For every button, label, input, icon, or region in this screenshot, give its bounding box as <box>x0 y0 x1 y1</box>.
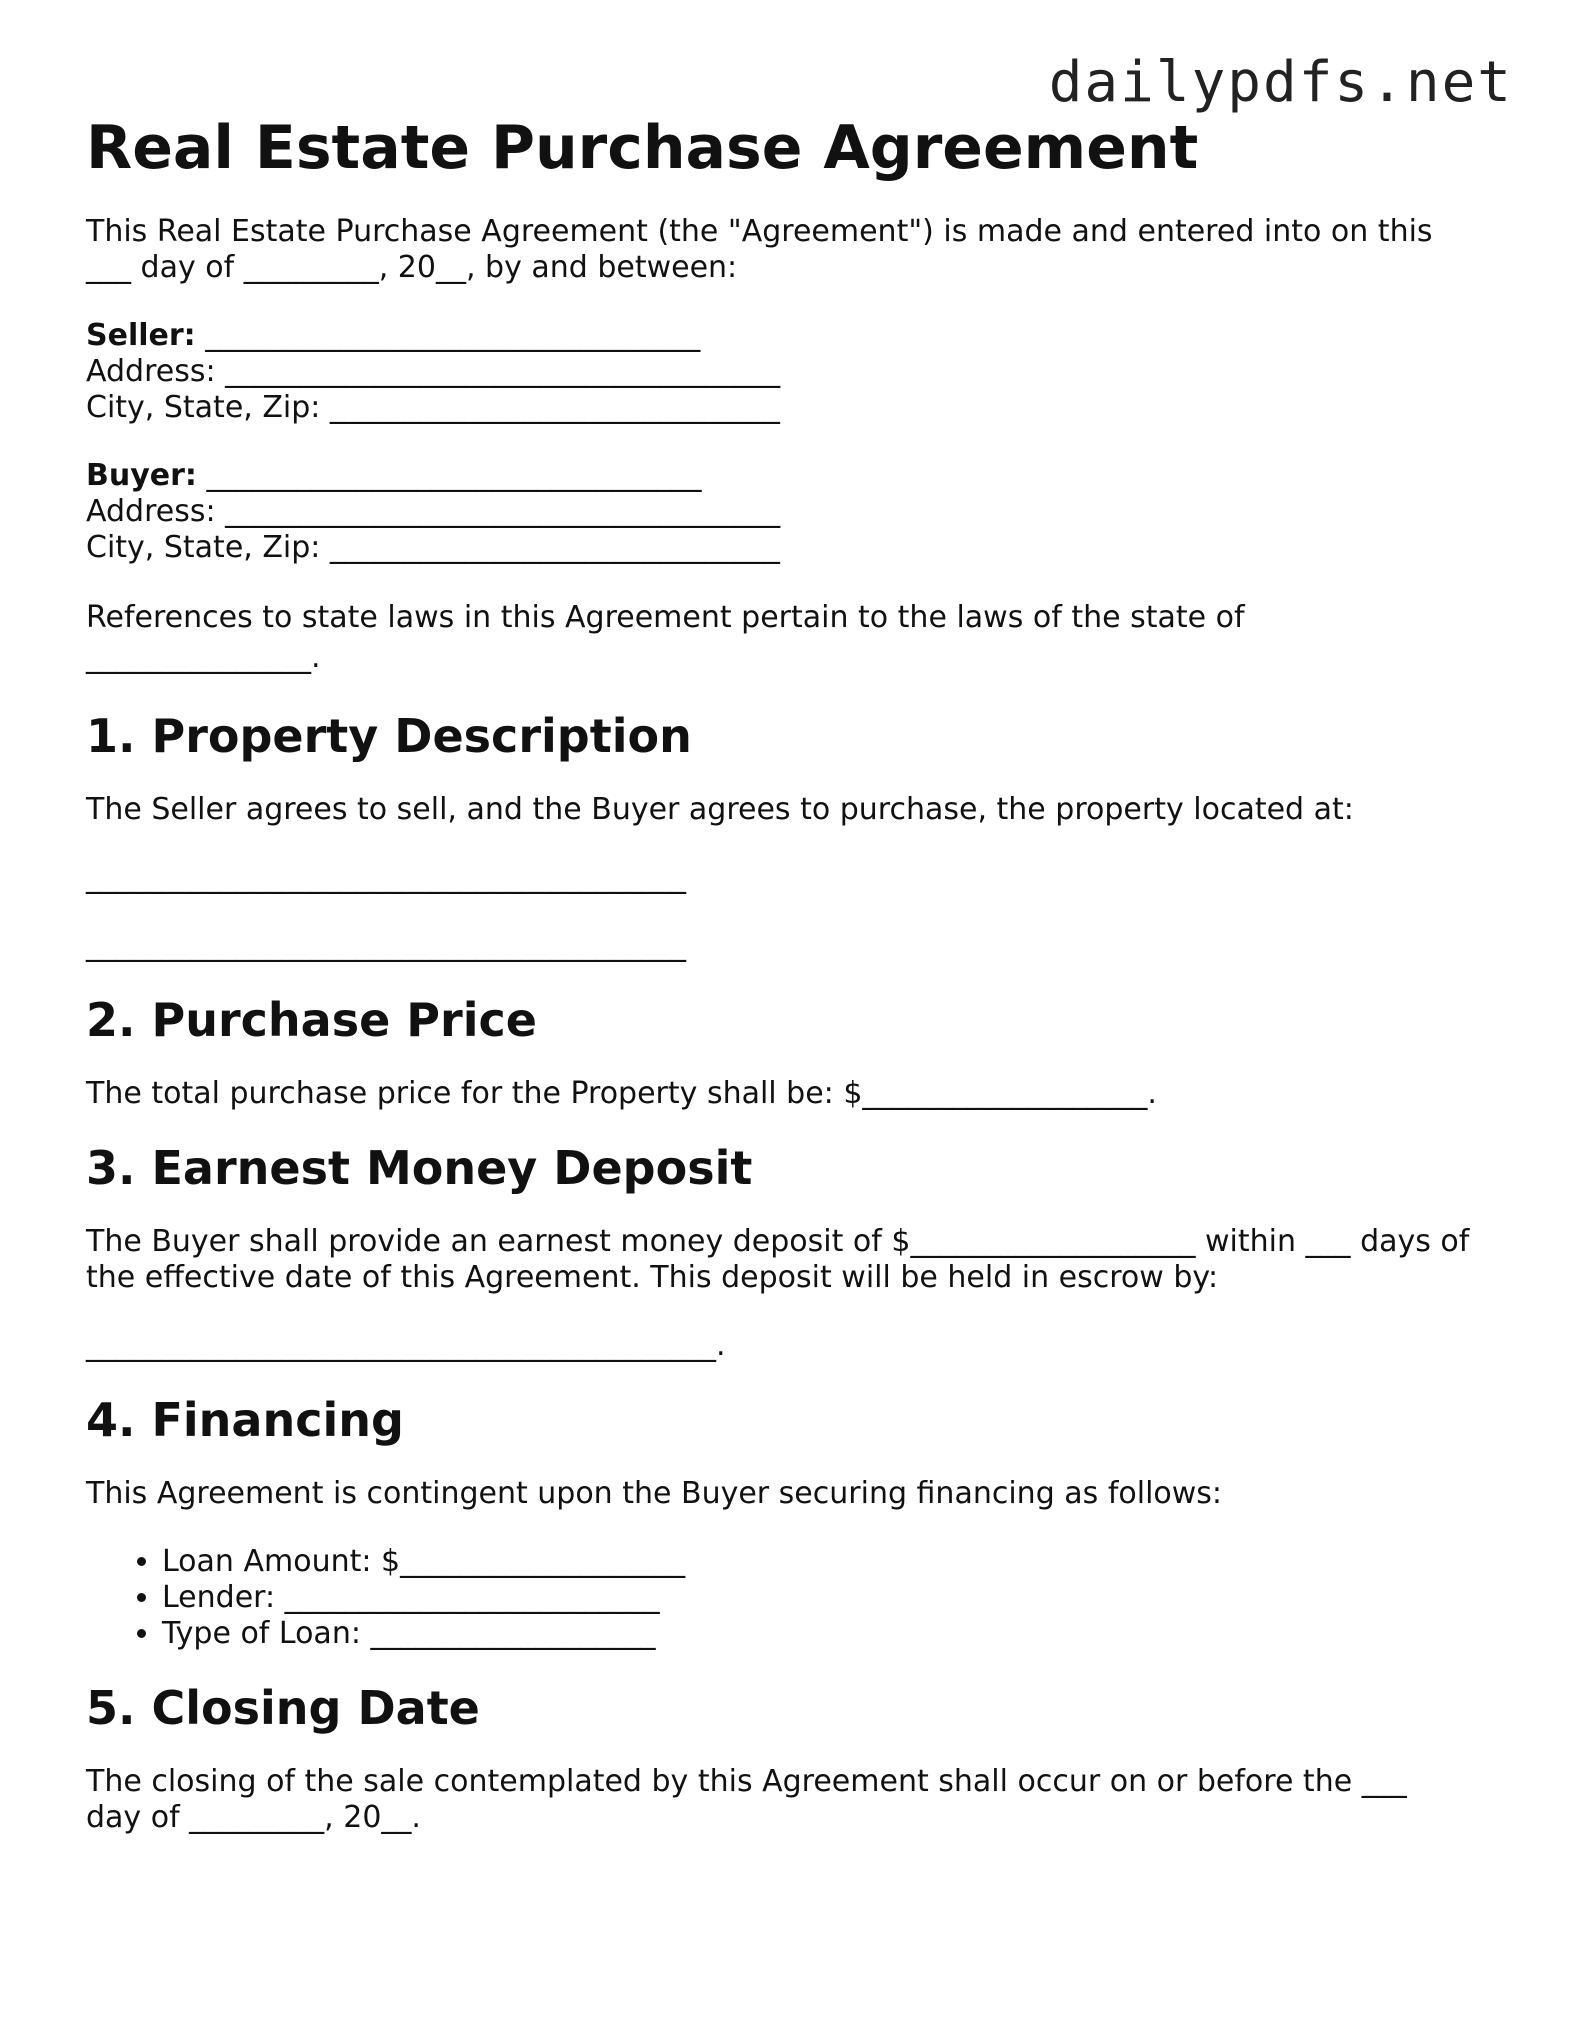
document-page <box>86 108 1486 1836</box>
intro-paragraph: This Real Estate Purchase Agreement (the "Agreement") is made and entered into on this ___ day of _________, 20__, by and between: <box>86 214 1433 285</box>
financing-list <box>86 1544 1486 1652</box>
seller-block <box>86 318 1486 426</box>
buyer-city-field: City, State, Zip: ______________________________ <box>86 530 780 565</box>
section-heading-property: 1. Property Description <box>86 709 692 763</box>
buyer-line <box>86 458 1486 494</box>
section-heading-price: 2. Purchase Price <box>86 993 537 1047</box>
financing-paragraph: This Agreement is contingent upon the Buyer securing financing as follows: <box>86 1476 1223 1511</box>
escrow-holder-line: __________________________________________. <box>86 1328 726 1363</box>
buyer-block <box>86 458 1486 566</box>
property-paragraph: The Seller agrees to sell, and the Buyer agrees to purchase, the property located at: <box>86 792 1354 827</box>
list-item: • Loan Amount: $___________________ <box>162 1544 1486 1580</box>
closing-paragraph: The closing of the sale contemplated by this Agreement shall occur on or before the ___ day of _________, 20__. <box>86 1764 1407 1835</box>
buyer-address-field: Address: _____________________________________ <box>86 494 781 529</box>
section-heading-financing: 4. Financing <box>86 1393 404 1447</box>
watermark: dailypdfs.net <box>1048 50 1513 115</box>
list-item: • Type of Loan: ___________________ <box>162 1616 1486 1652</box>
buyer-label: Buyer: <box>86 458 197 493</box>
state-laws-paragraph: References to state laws in this Agreement pertain to the laws of the state of _______________. <box>86 600 1245 675</box>
property-address-line-2: ________________________________________ <box>86 928 686 963</box>
seller-address-field: Address: _____________________________________ <box>86 354 781 389</box>
buyer-name-field: _________________________________ <box>206 458 702 493</box>
list-item: • Lender: _________________________ <box>162 1580 1486 1616</box>
document-title: Real Estate Purchase Agreement <box>86 113 1199 183</box>
section-heading-deposit: 3. Earnest Money Deposit <box>86 1141 753 1195</box>
seller-name-field: _________________________________ <box>205 318 701 353</box>
seller-line <box>86 318 1486 354</box>
section-heading-closing: 5. Closing Date <box>86 1681 480 1735</box>
seller-city-field: City, State, Zip: ______________________________ <box>86 390 780 425</box>
seller-label: Seller: <box>86 318 196 353</box>
deposit-paragraph: The Buyer shall provide an earnest money deposit of $___________________ within ___ days of the effective date of this Agreement. This deposit will be held in escrow by: <box>86 1224 1470 1295</box>
price-paragraph: The total purchase price for the Property shall be: $___________________. <box>86 1076 1157 1111</box>
property-address-line-1: ________________________________________ <box>86 860 686 895</box>
